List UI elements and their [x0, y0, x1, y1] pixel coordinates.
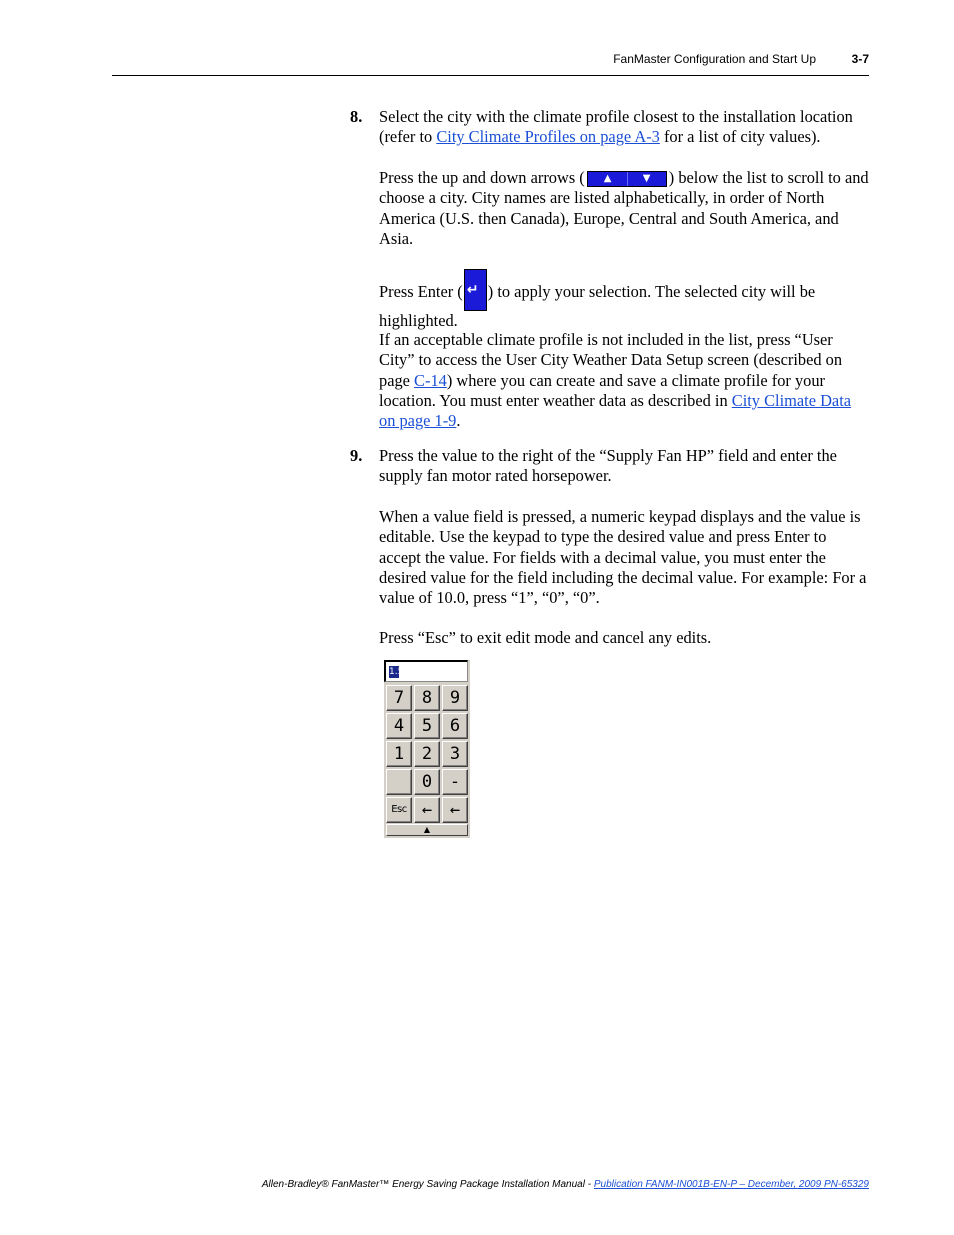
step-9-paragraph-3: Press “Esc” to exit edit mode and cancel any edits.: [379, 628, 712, 647]
key-esc: Esc: [386, 797, 412, 823]
header-title: FanMaster Configuration and Start Up: [613, 52, 816, 66]
text: for a list of city values).: [659, 127, 821, 147]
selected-value: 1.5: [389, 667, 404, 677]
enter-button-icon: [464, 269, 487, 311]
text: ) where you can create and save a climate profile for your location. You must enter weather data as described in: [379, 370, 825, 410]
text: If an acceptable climate profile is not included in the list, press “User City” to access the User City Weather Data Setup screen (described on page: [379, 330, 843, 390]
step-number: 8.: [350, 107, 363, 126]
text: Press Enter (: [379, 282, 463, 301]
city-climate-data-link[interactable]: City Climate Data on page 1-9: [379, 390, 852, 431]
step-8-paragraph-3: [379, 269, 869, 331]
up-arrow-icon: ▲: [423, 825, 431, 834]
key-3: 3: [442, 741, 468, 767]
step-9-paragraph-2: When a value field is pressed, a numeric keypad displays and the value is editable. Use the keypad to type the desired value and press Enter to accept the value. For fields with a decimal value, you must enter the desired value for the field including the decimal value. For example: For a value of 10.0, press “1”, “0”, “0”.: [379, 507, 867, 608]
page-footer: [262, 1179, 869, 1190]
key-5: 5: [414, 713, 440, 739]
text: Select the city with the climate profile closest to the installation location (refer to: [379, 107, 853, 147]
step-8-paragraph-1: [379, 107, 869, 148]
step-number: 9.: [350, 446, 363, 465]
text: ) below the list to scroll to and choose a city. City names are listed alphabetically, in order of North America (U.S. then Canada), Europe, Central and South America, and Asia.: [379, 168, 869, 248]
page-header: [0, 52, 954, 72]
text: Press the up and down arrows (: [379, 168, 585, 187]
key-7: 7: [386, 685, 412, 711]
key-8: 8: [414, 685, 440, 711]
key-blank: [386, 769, 412, 795]
key-backspace-icon: ←: [414, 797, 440, 823]
step-9-paragraph-1: Press the value to the right of the “Supply Fan HP” field and enter the supply fan motor rated horsepower.: [379, 446, 837, 486]
key-minus: -: [442, 769, 468, 795]
keypad-collapse-bar: [386, 824, 468, 836]
key-6: 6: [442, 713, 468, 739]
step-8-paragraph-4: [379, 330, 869, 431]
key-9: 9: [442, 685, 468, 711]
footer-text: Allen-Bradley® FanMaster™ Energy Saving Package Installation Manual -: [261, 1179, 594, 1190]
key-4: 4: [386, 713, 412, 739]
numeric-keypad-figure: [384, 660, 470, 838]
step-8-paragraph-2: [379, 168, 869, 249]
key-2: 2: [414, 741, 440, 767]
down-arrow-icon: ▼: [642, 173, 651, 184]
separator: [627, 172, 628, 186]
page-number: 3-7: [851, 52, 869, 66]
key-0: 0: [414, 769, 440, 795]
keypad-value-field: [384, 660, 468, 682]
text: ) to apply your selection. The selected city will be highlighted.: [379, 282, 816, 330]
publication-link[interactable]: Publication FANM-IN001B-EN-P – December, 2009 PN-65329: [593, 1179, 869, 1190]
header-divider: [112, 75, 869, 76]
enter-icon: ↵: [466, 282, 479, 298]
key-1: 1: [386, 741, 412, 767]
key-enter-icon: ←: [442, 797, 468, 823]
up-down-arrows-button: [587, 171, 667, 187]
c-14-link[interactable]: C-14: [414, 370, 447, 390]
up-arrow-icon: ▲: [603, 173, 612, 184]
text: .: [456, 411, 461, 431]
city-climate-profiles-link[interactable]: City Climate Profiles on page A-3: [436, 127, 660, 147]
